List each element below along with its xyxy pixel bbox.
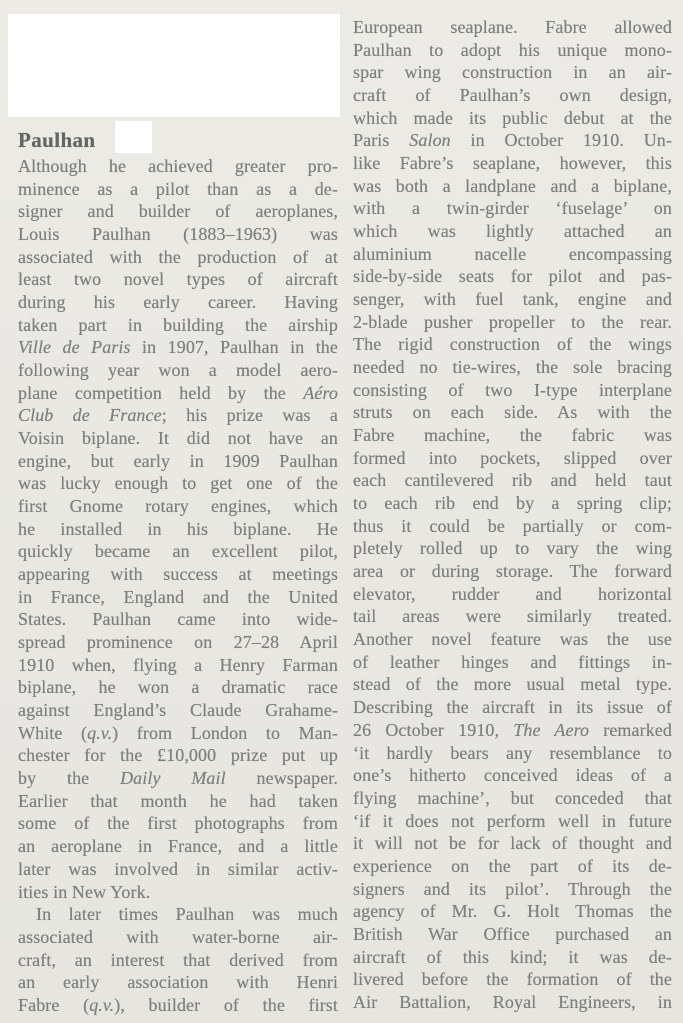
text-line: which was lightly attached an [353, 221, 672, 242]
text-line: signers and its pilot’. Through the [353, 878, 672, 899]
text-line: spar wing construction in an air- [353, 62, 672, 83]
text-line: stead of the more usual metal type. [353, 674, 672, 695]
text-line: Earlier that month he had taken [18, 790, 338, 811]
text-line: formed into pockets, slipped over [353, 447, 672, 468]
text-line: Ville de Paris in 1907, Paulhan in the [18, 337, 338, 358]
text-line: Air Battalion, Royal Engineers, in [353, 991, 672, 1012]
text-line: it will not be for lack of thought and [353, 833, 672, 854]
text-line: biplane, he won a dramatic race [18, 677, 338, 698]
text-line: in France, England and the United [18, 586, 338, 607]
text-line: of leather hinges and fittings in- [353, 651, 672, 672]
text-line: like Fabre’s seaplane, however, this [353, 153, 672, 174]
text-line: Fabre (q.v.), builder of the first [18, 994, 338, 1015]
text-line: craft, an interest that derived from [18, 949, 338, 970]
text-line: with a twin-girder ‘fuselage’ on [353, 198, 672, 219]
text-line: to each rib end by a spring clip; [353, 493, 672, 514]
text-line: spread prominence on 27–28 April [18, 632, 338, 653]
text-line: which made its public debut at the [353, 107, 672, 128]
text-line: appearing with success at meetings [18, 564, 338, 585]
text-line: 26 October 1910, The Aero remarked [353, 719, 672, 740]
text-line: Describing the aircraft in its issue of [353, 697, 672, 718]
text-line: chester for the £10,000 prize put up [18, 745, 338, 766]
text-line: associated with the production of at [18, 246, 338, 267]
text-line: tail areas were similarly treated. [353, 606, 672, 627]
text-line: he installed in his biplane. He [18, 518, 338, 539]
text-line: an aeroplane in France, and a little [18, 836, 338, 857]
text-line: signer and builder of aeroplanes, [18, 201, 338, 222]
text-line: area or during storage. The forward [353, 561, 672, 582]
text-line: ‘if it does not perform well in future [353, 810, 672, 831]
text-line: following year won a model aero- [18, 360, 338, 381]
text-line: British War Office purchased an [353, 923, 672, 944]
text-line: first Gnome rotary engines, which [18, 496, 338, 517]
text-line: plane competition held by the Aéro [18, 382, 338, 403]
text-line: Although he achieved greater pro- [18, 156, 338, 176]
text-line: States. Paulhan came into wide- [18, 609, 338, 630]
left-text-column [18, 155, 338, 1017]
text-line: each cantilevered rib and held taut [353, 470, 672, 491]
text-line: later was involved in similar activ- [18, 858, 338, 879]
text-line: Club de France; his prize was a [18, 405, 338, 426]
text-line: side-by-side seats for pilot and pas- [353, 266, 672, 287]
text-line: thus it could be partially or com- [353, 515, 672, 536]
text-line: one’s hitherto conceived ideas of a [353, 765, 672, 786]
figure-placeholder-small [115, 121, 152, 153]
text-line: aircraft of this kind; it was de- [353, 946, 672, 967]
text-line: 1910 when, flying a Henry Farman [18, 654, 338, 675]
text-line: In later times Paulhan was much [36, 904, 338, 925]
figure-placeholder-large [8, 14, 340, 117]
text-line: taken part in building the airship [18, 314, 338, 335]
text-line: ‘it hardly bears any resemblance to [353, 742, 672, 763]
entry-heading: Paulhan [18, 128, 96, 152]
text-line: was lucky enough to get one of the [18, 473, 338, 494]
text-line: pletely rolled up to vary the wing [353, 538, 672, 559]
text-line: minence as a pilot than as a de- [18, 178, 338, 199]
text-line: Voisin biplane. It did not have an [18, 428, 338, 449]
text-line: The rigid construction of the wings [353, 334, 672, 355]
right-text-column [353, 16, 672, 1014]
text-line: during his early career. Having [18, 292, 338, 313]
text-line: elevator, rudder and horizontal [353, 583, 672, 604]
text-line: some of the first photographs from [18, 813, 338, 834]
text-line: engine, but early in 1909 Paulhan [18, 450, 338, 471]
text-line: against England’s Claude Grahame- [18, 700, 338, 721]
text-line: European seaplane. Fabre allowed [353, 17, 672, 37]
text-line: Another novel feature was the use [353, 629, 672, 650]
text-line: by the Daily Mail newspaper. [18, 768, 338, 789]
text-line: an early association with Henri [18, 972, 338, 993]
text-line: Paulhan to adopt his unique mono- [353, 39, 672, 60]
text-line: Fabre machine, the fabric was [353, 425, 672, 446]
text-line: aluminium nacelle encompassing [353, 243, 672, 264]
text-line: White (q.v.) from London to Man- [18, 722, 338, 743]
text-line: quickly became an excellent pilot, [18, 541, 338, 562]
text-line: Paris Salon in October 1910. Un- [353, 130, 672, 151]
text-line: craft of Paulhan’s own design, [353, 85, 672, 106]
text-line: Louis Paulhan (1883–1963) was [18, 224, 338, 245]
text-line: struts on each side. As with the [353, 402, 672, 423]
text-line: needed no tie-wires, the sole bracing [353, 357, 672, 378]
text-line: flying machine’, but conceded that [353, 787, 672, 808]
text-line: 2-blade pusher propeller to the rear. [353, 311, 672, 332]
text-line: associated with water-borne air- [18, 926, 338, 947]
text-line: least two novel types of aircraft [18, 269, 338, 290]
text-line: experience on the part of its de- [353, 855, 672, 876]
text-line: senger, with fuel tank, engine and [353, 289, 672, 310]
text-line: was both a landplane and a biplane, [353, 175, 672, 196]
text-line: ities in New York. [18, 881, 151, 902]
text-line: consisting of two I-type interplane [353, 379, 672, 400]
text-line: livered before the formation of the [353, 969, 672, 990]
text-line: agency of Mr. G. Holt Thomas the [353, 901, 672, 922]
